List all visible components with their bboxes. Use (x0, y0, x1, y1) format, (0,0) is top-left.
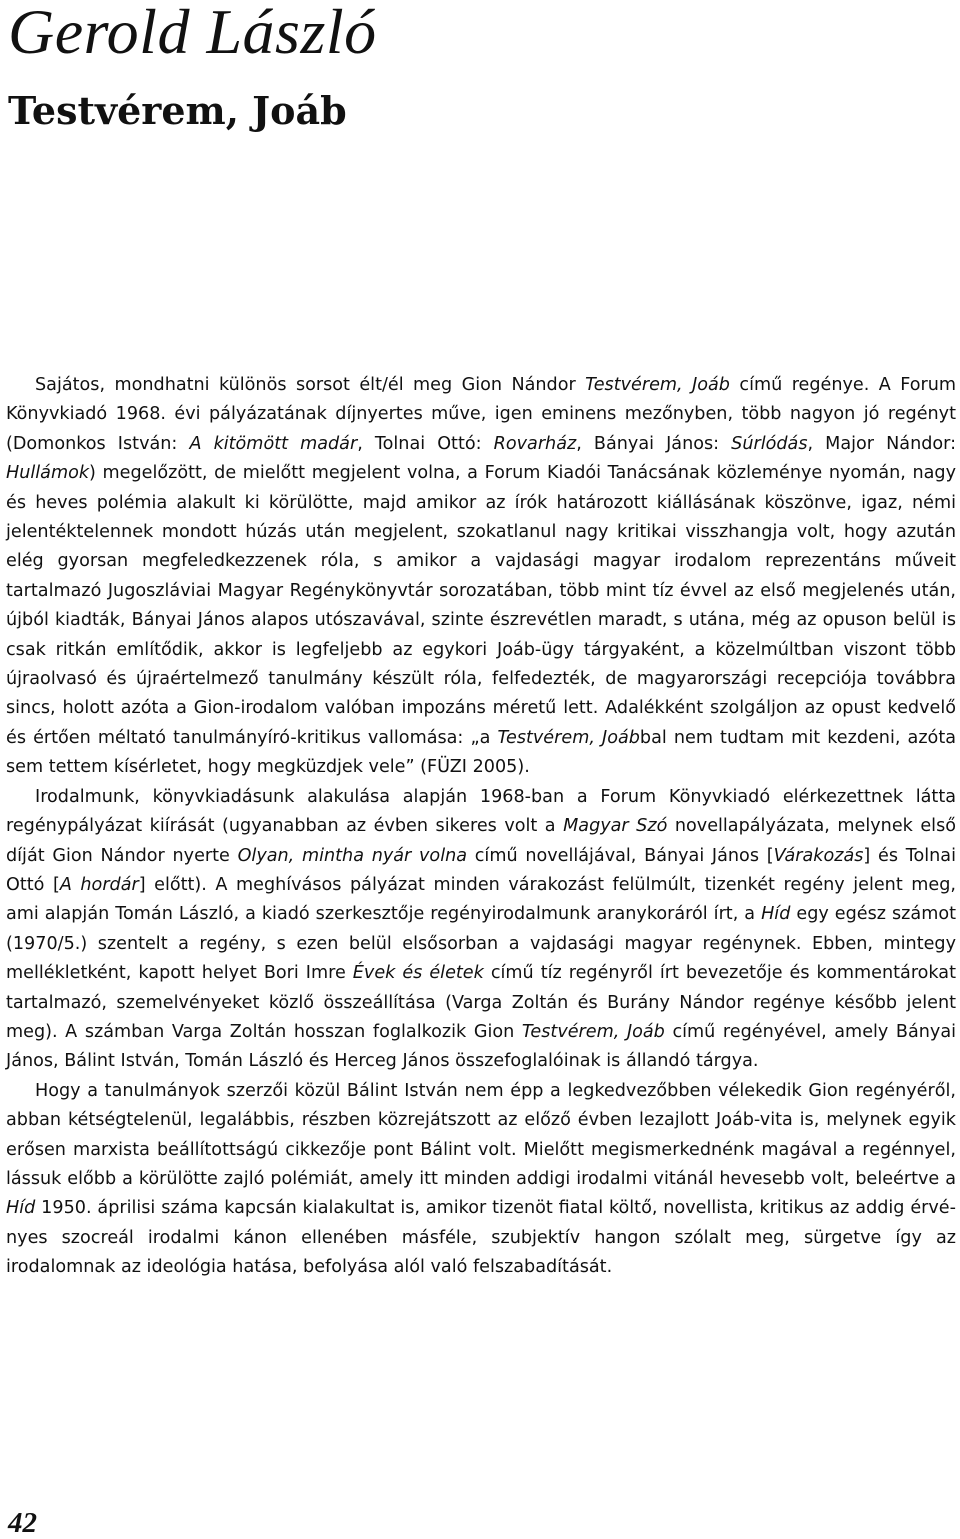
italic-title-run: Olyan, mintha nyár volna (237, 845, 468, 866)
text-run: egy egész számot (1970/5.) szentelt a regény, s ezen belül elsősorban a vajdasági magyar regénynek. Ebben, mintegy mellékletként, kapott helyet Bori Imre (6, 904, 956, 984)
text-run: Hogy a tanulmányok szerzői közül Bálint István nem épp a legkedvezőbben vélekedik Gion regényéről, abban kétségtelenül, legalábbis, részben közrejátszott az előző évben lezajlott Joáb-vita is, melynek egyik erősen marxista beállítottságú cikkezője pont Bálint volt. Mielőtt megismerkednénk magával a regénnyel, lássuk előbb a körülötte zajló polémiát, amely itt minden addigi irodalmi vitánál hevesebb volt, beleértve a (6, 1080, 956, 1189)
text-run: novellapályázata, melynek első díját Gion Nándor nyerte (6, 816, 956, 866)
text-run: bal nem tudtam mit kezdeni, azóta sem tettem kísérletet, hogy megküzdjek vele” (FÜZI 2005). (6, 727, 956, 778)
text-run: ] előtt). A meghívásos pályázat minden várakozást felülmúlt, tizenkét regény jelent meg, ami alapján Tomán László, a kiadó szerkesztője regényirodalmunk aranykoráról írt, a (6, 874, 956, 925)
text-run: című regényével, amely Bányai János, Bálint István, Tomán László és Herceg János összefoglalóinak is állandó tárgya. (6, 1021, 956, 1072)
paragraph (6, 783, 956, 1077)
text-run: című tíz regényről írt bevezetője és kommentárokat tartalmazó, szemelvényeket közlő összeállítása (Varga Zoltán és Burány Nándor regénye később jelent meg). A számban Varga Zoltán hosszan foglalkozik Gion (6, 963, 956, 1042)
paragraph (6, 1077, 956, 1283)
italic-title-run: Hullámok (6, 463, 90, 484)
italic-title-run: Híd (761, 904, 791, 925)
text-run: című regénye. A Forum Könyvkiadó 1968. évi pályázatának díjnyertes műve, igen eminens mezőnyben, több nagyon jó regényt (Domonkos István: (6, 375, 956, 454)
italic-title-run: Testvérem, Joáb (585, 375, 730, 395)
text-run: , Bányai János: (576, 433, 732, 454)
page-number: 42 (8, 1507, 37, 1539)
italic-title-run: A kitömött madár (189, 433, 358, 454)
text-run: Sajátos, mondhatni különös sorsot élt/él meg Gion Nándor (35, 375, 586, 395)
italic-title-run: Várakozás (773, 845, 864, 866)
article-body (6, 371, 956, 1283)
italic-title-run: Testvérem, Joáb (521, 1021, 665, 1042)
text-run: , Major Nándor: (807, 433, 956, 454)
article-title: Testvérem, Joáb (8, 88, 347, 133)
italic-title-run: Híd (6, 1198, 36, 1219)
text-run: Irodalmunk, könyvkiadásunk alakulása alapján 1968-ban a Forum Könyvkiadó elérkezettnek látta regénypályázat kiírását (ugyanabban az évben sikeres volt a (6, 786, 956, 837)
italic-title-run: Rovarház (493, 433, 577, 454)
italic-title-run: Évek és életek (352, 963, 484, 984)
text-run: 1950. áprilisi száma kapcsán kialakultat is, amikor tizenöt fiatal költő, novellista, kritikus az addig érvényes szocreál irodalmi kánon ellenében másféle, szubjektív hangon szólalt meg, sürgetve így az irodalomnak az ideológia hatása, befolyása alól való felszabadítását. (6, 1198, 956, 1278)
paragraph (6, 371, 956, 783)
text-run: ] és Tolnai Ottó [ (6, 845, 956, 895)
italic-title-run: Súrlódás (731, 433, 808, 454)
italic-title-run: Testvérem, Joáb (497, 727, 640, 748)
italic-title-run: A hordár (59, 874, 139, 895)
text-run: ) megelőzött, de mielőtt megjelent volna, a Forum Kiadói Tanácsának közleménye nyomán, nagy és heves polémia alakult ki körülötte, majd amikor az írók határozott kiállásának köszönve, igaz, némi jelentéktelennek mondott húzás után megjelent, szokatlanul nagy kritikai visszhangja volt, hogy azután elég gyorsan megfeledkezzenek róla, s amikor a vajdasági magyar irodalom reprezentáns műveit tartalmazó Jugoszláviai Magyar Regénykönyvtár sorozatában, több mint tíz évvel az első megjelenés után, újból kiadták, Bányai János alapos utószavával, szinte észrevétlen maradt, s utána, még az opuson belül is csak ritkán említődik, akkor is legfeljebb az egykori Joáb-ügy tárgyaként, a közelmúltban viszont több újraolvasó és újraértelmező tanulmány készült róla, felfedezték, de magyarországi recepciója továbbra sincs, holott azóta a Gion-irodalom valóban impozáns méretű lett. Adalékként szolgáljon az opust kedvelő és értően méltató tanulmányíró-kritikus vallomása: „a (6, 463, 956, 748)
text-run: című novellájával, Bányai János [ (467, 845, 774, 866)
italic-title-run: Magyar Szó (563, 816, 668, 837)
text-run: , Tolnai Ottó: (357, 433, 494, 454)
author-name: Gerold László (8, 0, 377, 67)
